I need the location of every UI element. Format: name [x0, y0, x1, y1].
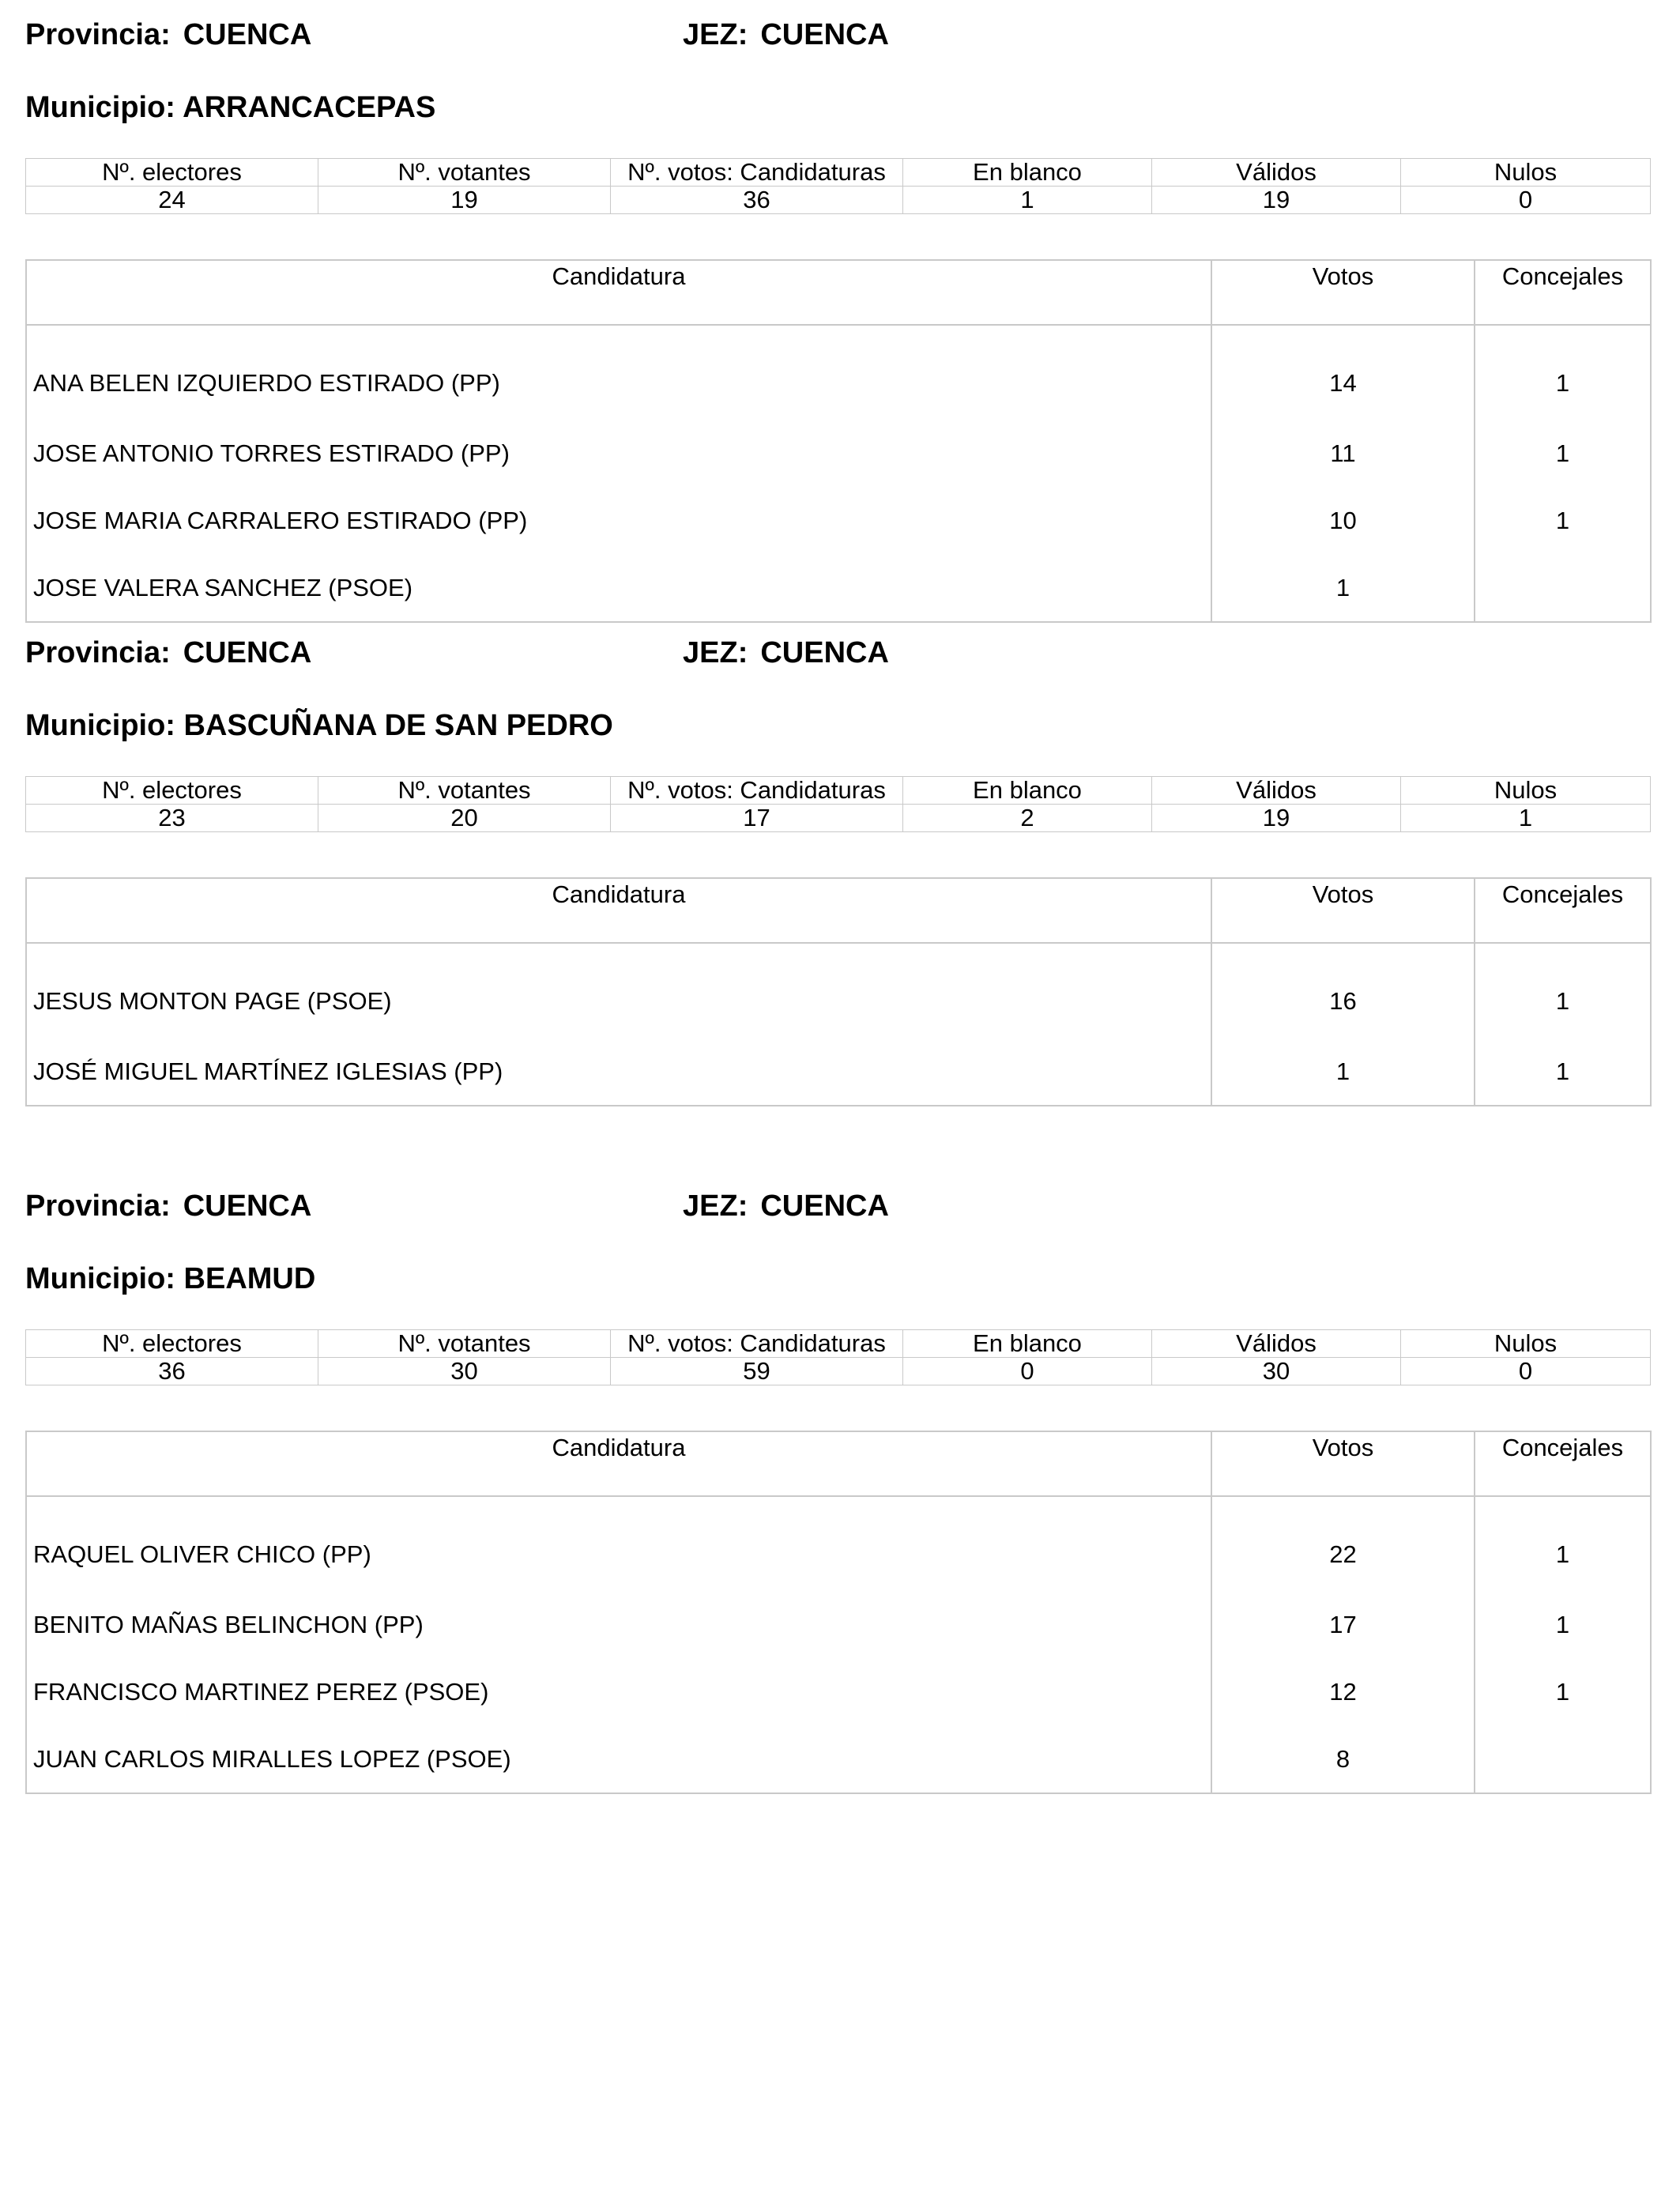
candidatura-header: Candidatura — [26, 260, 1211, 325]
provincia-label: Provincia: — [25, 1189, 171, 1223]
candidate-votos: 8 — [1211, 1725, 1475, 1793]
jez-value: CUENCA — [760, 636, 889, 669]
municipio-label: Municipio: — [25, 91, 175, 124]
candidate-name: JOSE VALERA SANCHEZ (PSOE) — [33, 573, 413, 601]
candidates-table — [25, 259, 1652, 623]
stats-header-cell: En blanco — [903, 777, 1152, 805]
municipio-value: ARRANCACEPAS — [183, 91, 436, 124]
candidate-name: JOSE ANTONIO TORRES ESTIRADO (PP) — [33, 439, 510, 467]
stats-header-cell: Nulos — [1401, 1330, 1651, 1358]
candidate-name: JOSÉ MIGUEL MARTÍNEZ IGLESIAS (PP) — [33, 1057, 503, 1085]
candidate-votos: 22 — [1211, 1496, 1475, 1591]
stats-table — [25, 1329, 1651, 1385]
candidate-votos: 11 — [1211, 420, 1475, 487]
stats-header-cell: Nº. votantes — [318, 159, 611, 187]
table-row — [26, 943, 1651, 1038]
table-row — [26, 1496, 1651, 1591]
candidates-table — [25, 877, 1652, 1106]
provincia-value: CUENCA — [183, 18, 312, 51]
jez-label: JEZ: — [683, 636, 748, 669]
jez-header — [683, 1189, 889, 1223]
votos-header: Votos — [1211, 878, 1475, 943]
candidate-concejales — [1475, 554, 1651, 622]
stats-header-row — [26, 1330, 1651, 1358]
municipio-label: Municipio: — [25, 1262, 175, 1295]
provincia-header — [25, 1189, 311, 1223]
stats-table — [25, 776, 1651, 832]
municipio-value: BASCUÑANA DE SAN PEDRO — [183, 709, 613, 742]
stats-header-cell: Nulos — [1401, 777, 1651, 805]
stats-value-cell: 1 — [903, 187, 1152, 214]
votos-header: Votos — [1211, 260, 1475, 325]
stats-header-cell: Nº. electores — [26, 777, 318, 805]
jez-value: CUENCA — [760, 1189, 889, 1223]
candidate-name: JOSE MARIA CARRALERO ESTIRADO (PP) — [33, 506, 528, 534]
stats-value-cell: 30 — [318, 1358, 611, 1385]
candidatura-header: Candidatura — [26, 1431, 1211, 1496]
provincia-header — [25, 17, 311, 52]
stats-value-cell: 1 — [1401, 805, 1651, 832]
jez-label: JEZ: — [683, 1189, 748, 1223]
table-row — [26, 487, 1651, 554]
table-row — [26, 325, 1651, 420]
candidates-header-row — [26, 878, 1651, 943]
table-row — [26, 1591, 1651, 1658]
candidate-concejales: 1 — [1475, 325, 1651, 420]
stats-header-cell: Nº. votantes — [318, 777, 611, 805]
municipio-label: Municipio: — [25, 709, 175, 742]
candidatura-header: Candidatura — [26, 878, 1211, 943]
stats-value-cell: 36 — [611, 187, 903, 214]
candidate-votos: 1 — [1211, 554, 1475, 622]
provincia-header — [25, 635, 311, 670]
table-row — [26, 1658, 1651, 1725]
candidate-votos: 14 — [1211, 325, 1475, 420]
candidates-header-row — [26, 260, 1651, 325]
candidate-name: FRANCISCO MARTINEZ PEREZ (PSOE) — [33, 1677, 489, 1706]
stats-header-row — [26, 777, 1651, 805]
jez-label: JEZ: — [683, 18, 748, 51]
candidate-concejales: 1 — [1475, 420, 1651, 487]
stats-value-cell: 19 — [318, 187, 611, 214]
candidate-concejales: 1 — [1475, 1038, 1651, 1106]
candidate-votos: 1 — [1211, 1038, 1475, 1106]
stats-header-cell: Nº. votos: Candidaturas — [611, 159, 903, 187]
stats-value-cell: 36 — [26, 1358, 318, 1385]
stats-header-cell: Nº. electores — [26, 159, 318, 187]
stats-value-cell: 30 — [1152, 1358, 1401, 1385]
provincia-label: Provincia: — [25, 636, 171, 669]
stats-value-cell: 19 — [1152, 805, 1401, 832]
stats-value-cell: 24 — [26, 187, 318, 214]
stats-value-cell: 20 — [318, 805, 611, 832]
candidate-concejales: 1 — [1475, 943, 1651, 1038]
provincia-value: CUENCA — [183, 636, 312, 669]
stats-value-cell: 0 — [903, 1358, 1152, 1385]
stats-header-cell: Nº. electores — [26, 1330, 318, 1358]
candidate-votos: 16 — [1211, 943, 1475, 1038]
stats-value-cell: 17 — [611, 805, 903, 832]
stats-table — [25, 158, 1651, 214]
table-row — [26, 420, 1651, 487]
jez-value: CUENCA — [760, 18, 889, 51]
candidates-header-row — [26, 1431, 1651, 1496]
stats-value-row — [26, 805, 1651, 832]
stats-value-row — [26, 187, 1651, 214]
candidate-votos: 10 — [1211, 487, 1475, 554]
candidate-name: ANA BELEN IZQUIERDO ESTIRADO (PP) — [33, 368, 500, 397]
candidate-votos: 17 — [1211, 1591, 1475, 1658]
candidate-concejales — [1475, 1725, 1651, 1793]
candidate-concejales: 1 — [1475, 487, 1651, 554]
stats-value-cell: 0 — [1401, 1358, 1651, 1385]
candidate-votos: 12 — [1211, 1658, 1475, 1725]
candidates-table — [25, 1431, 1652, 1794]
candidate-name: JESUS MONTON PAGE (PSOE) — [33, 986, 392, 1015]
candidate-concejales: 1 — [1475, 1658, 1651, 1725]
stats-header-cell: Nº. votos: Candidaturas — [611, 777, 903, 805]
municipio-header — [25, 1261, 315, 1296]
stats-value-cell: 0 — [1401, 187, 1651, 214]
candidate-concejales: 1 — [1475, 1591, 1651, 1658]
stats-header-row — [26, 159, 1651, 187]
stats-value-cell: 19 — [1152, 187, 1401, 214]
votos-header: Votos — [1211, 1431, 1475, 1496]
stats-value-cell: 59 — [611, 1358, 903, 1385]
concejales-header: Concejales — [1475, 878, 1651, 943]
stats-value-cell: 23 — [26, 805, 318, 832]
jez-header — [683, 17, 889, 52]
candidate-name: BENITO MAÑAS BELINCHON (PP) — [33, 1610, 424, 1638]
stats-header-cell: En blanco — [903, 1330, 1152, 1358]
stats-value-cell: 2 — [903, 805, 1152, 832]
table-row — [26, 1725, 1651, 1793]
municipio-header — [25, 708, 613, 743]
stats-header-cell: Nº. votantes — [318, 1330, 611, 1358]
stats-header-cell: Nulos — [1401, 159, 1651, 187]
stats-header-cell: Nº. votos: Candidaturas — [611, 1330, 903, 1358]
candidate-name: JUAN CARLOS MIRALLES LOPEZ (PSOE) — [33, 1744, 511, 1773]
provincia-value: CUENCA — [183, 1189, 312, 1223]
stats-header-cell: Válidos — [1152, 159, 1401, 187]
table-row — [26, 554, 1651, 622]
municipio-header — [25, 90, 435, 125]
table-row — [26, 1038, 1651, 1106]
provincia-label: Provincia: — [25, 18, 171, 51]
stats-header-cell: En blanco — [903, 159, 1152, 187]
candidate-name: RAQUEL OLIVER CHICO (PP) — [33, 1540, 371, 1568]
candidate-concejales: 1 — [1475, 1496, 1651, 1591]
municipio-value: BEAMUD — [183, 1262, 316, 1295]
stats-header-cell: Válidos — [1152, 777, 1401, 805]
concejales-header: Concejales — [1475, 1431, 1651, 1496]
concejales-header: Concejales — [1475, 260, 1651, 325]
stats-value-row — [26, 1358, 1651, 1385]
stats-header-cell: Válidos — [1152, 1330, 1401, 1358]
jez-header — [683, 635, 889, 670]
